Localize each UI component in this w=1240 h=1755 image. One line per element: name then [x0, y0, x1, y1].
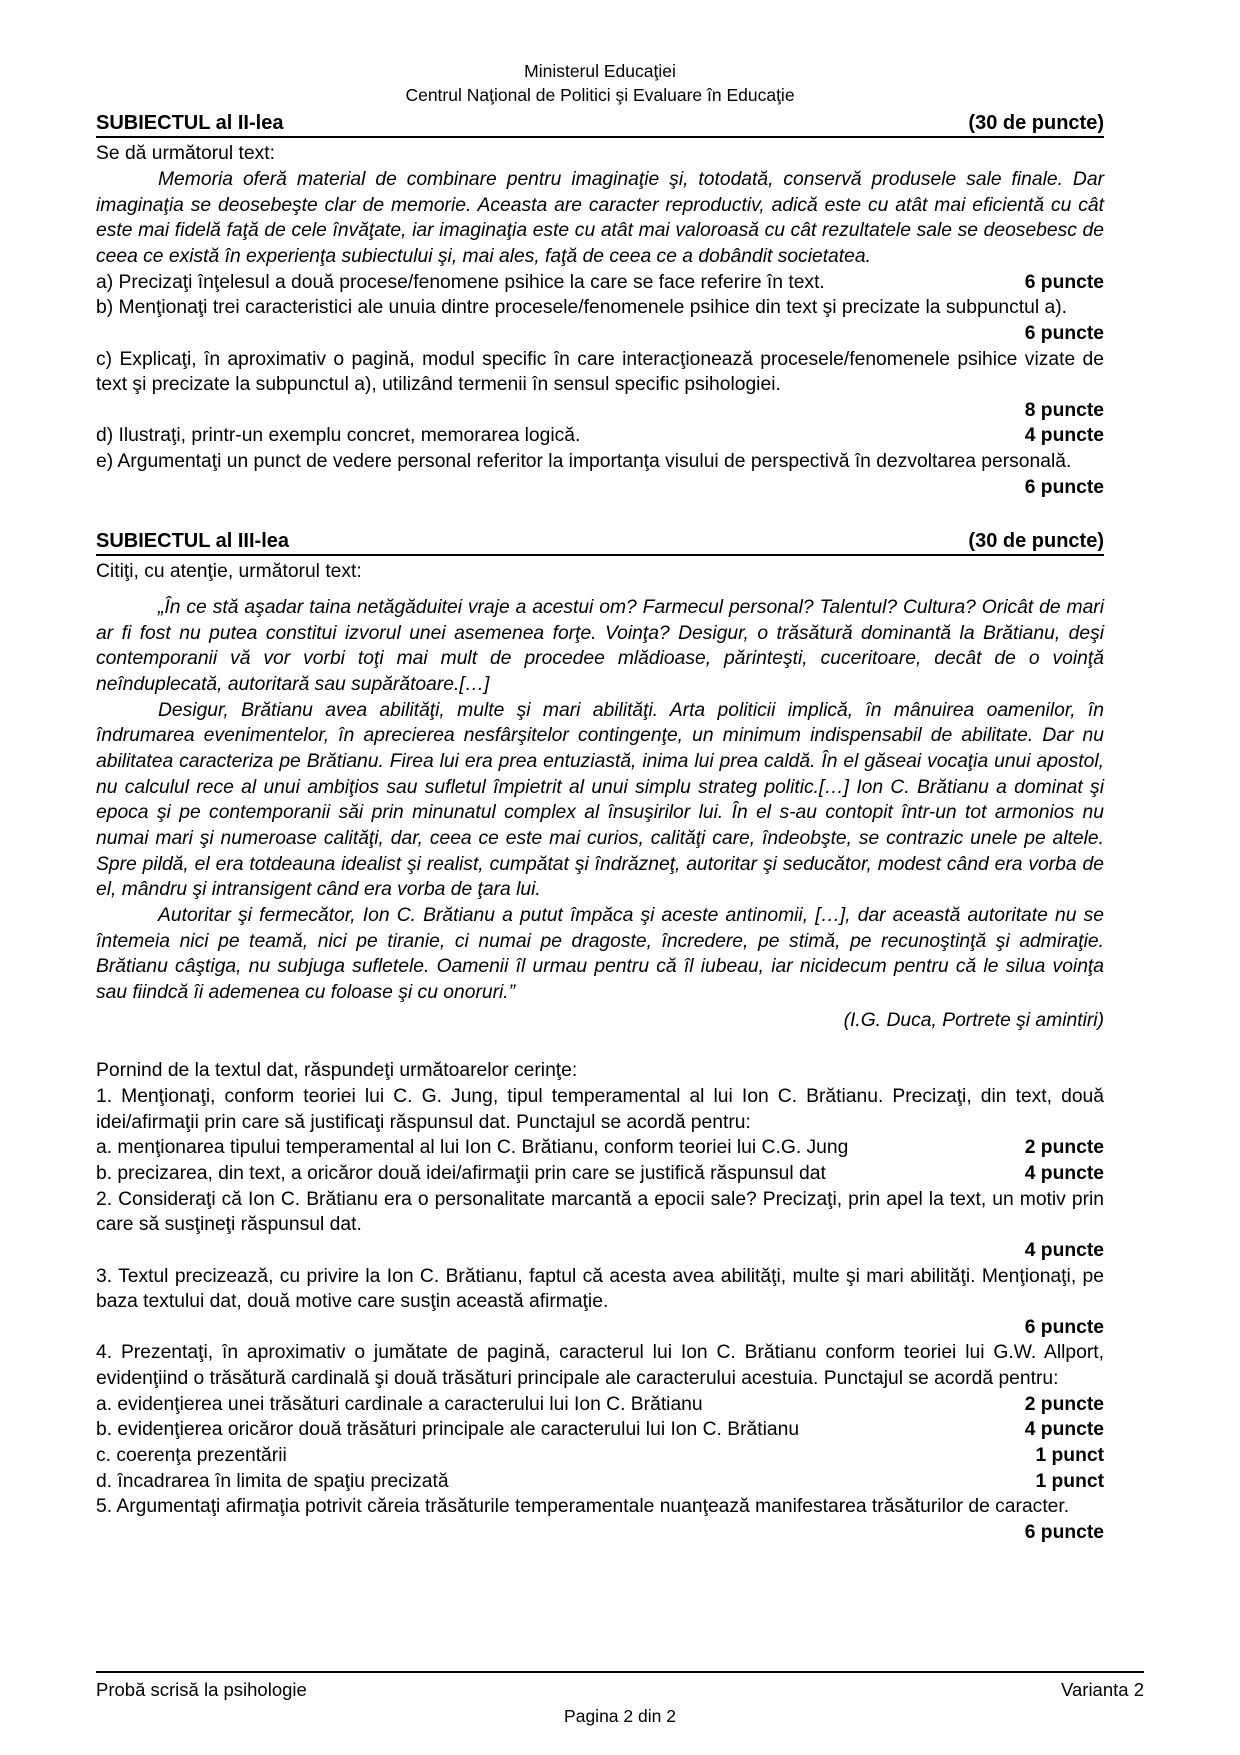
center-line: Centrul Naţional de Politici şi Evaluare în Educaţie — [405, 84, 795, 105]
requirement-1a-points: 2 puncte — [1024, 1137, 1104, 1159]
subject-2-item-d — [96, 423, 1104, 449]
requirement-1a-text: a. menţionarea tipului temperamental al lui Ion C. Brătianu, conform teoriei lui C.G. Jung — [96, 1137, 849, 1159]
subject-2-item-b-text: b) Menţionaţi trei caracteristici ale unuia dintre procesele/fenomenele psihice din text şi precizate la subpunctul a). — [96, 297, 1068, 319]
requirement-4d — [96, 1469, 1104, 1495]
requirement-4b-text: b. evidenţierea oricăror două trăsături principale ale caracterului lui Ion C. Brătianu — [96, 1419, 800, 1441]
spacer — [96, 585, 1104, 595]
subject-2-heading — [96, 112, 1104, 138]
spacer — [96, 1033, 1104, 1055]
requirement-3-points: 6 puncte — [1024, 1316, 1104, 1338]
requirement-1-text: 1. Menţionaţi, conform teoriei lui C. G. Jung, tipul temperamental al lui Ion C. Brătianu. Precizaţi, din text, două idei/afirmaţii prin care să justificaţi răspunsul dat. Punctajul se acordă pentru: — [96, 1085, 1104, 1133]
requirement-4d-points: 1 punct — [1035, 1470, 1104, 1492]
requirement-4a — [96, 1392, 1104, 1418]
document-header — [96, 60, 1104, 107]
subject-3-paragraph-2: Desigur, Brătianu avea abilităţi, multe şi mari abilităţi. Arta politicii implică, în mânuirea oamenilor, în îndrumarea evenimentelor, în aprecierea nesfârşitelor contingenţe, un minimum indispensabil de abilitate. Dar nu abilitatea caracteriza pe Brătianu. Firea lui era prea entuziastă, inima lui prea caldă. În el găseai vocaţia unui apostol, nu calculul rece al unui ambiţios sau sufletul împietrit al unui simplu strateg politic.[…] Ion C. Brătianu a dominat şi epoca şi pe contemporanii săi prin minunatul complex al însuşirilor lui. În el s-au contopit într-un tot armonios nu numai mari şi numeroase calităţi, dar, ceea ce este mai curios, calităţi care, îndeobşte, se contrazic unele pe altele. Spre pildă, el era totdeauna idealist şi realist, cumpătat şi îndrăzneţ, autoritar şi seducător, modest când era vorba de el, mândru şi intransigent când era vorba de ţara lui. — [96, 699, 1104, 901]
subject-2-item-b-points: 6 puncte — [1024, 322, 1104, 344]
requirement-1b — [96, 1161, 1104, 1187]
footer-subject: Probă scrisă la psihologie — [96, 1679, 307, 1700]
document-footer — [96, 1671, 1144, 1701]
subject-2-item-a — [96, 270, 1104, 296]
subject-3-prompt: Pornind de la textul dat, răspundeţi următoarelor cerinţe: — [96, 1060, 578, 1082]
subject-2-item-e-points: 6 puncte — [1024, 476, 1104, 498]
ministry-line: Ministerul Educaţiei — [524, 61, 676, 81]
subject-3-title: SUBIECTUL al III-lea — [96, 530, 290, 553]
subject-2-item-e-text: e) Argumentaţi un punct de vedere personal referitor la importanţa visului de perspectivă în dezvoltarea personală. — [96, 451, 1072, 473]
requirement-4b-points: 4 puncte — [1024, 1419, 1104, 1441]
requirement-2-points: 4 puncte — [1024, 1239, 1104, 1261]
subject-3-intro: Citiţi, cu atenţie, următorul text: — [96, 561, 362, 583]
subject-2-item-d-text: d) Ilustraţi, printr-un exemplu concret, memorarea logică. — [96, 425, 581, 447]
page-content — [96, 60, 1104, 1546]
requirement-1b-points: 4 puncte — [1024, 1162, 1104, 1184]
requirement-3-text: 3. Textul precizează, cu privire la Ion C. Brătianu, faptul că acesta avea abilităţi, multe şi mari abilităţi. Menţionaţi, pe baza textului dat, două motive care susţin această afirmaţie. — [96, 1265, 1104, 1313]
requirement-4a-text: a. evidenţierea unei trăsături cardinale a caracterului lui Ion C. Brătianu — [96, 1393, 703, 1415]
subject-2-item-c-text: c) Explicaţi, în aproximativ o pagină, modul specific în care interacţionează procesele/fenomenele psihice vizate de text şi precizate la subpunctul a), utilizând termenii în sensul specific psihologiei. — [96, 348, 1104, 396]
requirement-4b — [96, 1417, 1104, 1443]
subject-3-attribution: (I.G. Duca, Portrete şi amintiri) — [843, 1009, 1104, 1031]
requirement-4c — [96, 1443, 1104, 1469]
requirement-1b-text: b. precizarea, din text, a oricăror două idei/afirmaţii prin care se justifică răspunsul dat — [96, 1162, 826, 1184]
subject-3-paragraph-1: „În ce stă aşadar taina netăgăduitei vraje a acestui om? Farmecul personal? Talentul? Cultura? Oricât de mari ar fi fost nu putea constitui izvorul unei asemenea forţe. Voinţa? Desigur, o trăsătură dominantă la Brătianu, deşi contemporanii vă vor vorbi toţi mai mult de procedee mlădioase, părinteşti, cuceritoare, decât de o voinţă neînduplecată, autoritară sau supărătoare.[…] — [96, 597, 1104, 696]
subject-2-points: (30 de puncte) — [968, 112, 1104, 135]
subject-2-item-d-points: 4 puncte — [1024, 425, 1104, 447]
page-number: Pagina 2 din 2 — [564, 1706, 676, 1726]
requirement-4c-points: 1 punct — [1035, 1445, 1104, 1467]
subject-2-intro: Se dă următorul text: — [96, 143, 275, 165]
subject-3-paragraph-3: Autoritar şi fermecător, Ion C. Brătianu a putut împăca şi aceste antinomii, […], dar această autoritate nu se întemeia nici pe teamă, nici pe tiranie, ci numai pe dragoste, încredere, pe stimă, pe recunoştinţă şi admiraţie. Brătianu câştiga, nu subjuga sufletele. Oamenii îl urmau pentru că îl iubeau, iar nicidecum pentru că le silua voinţa sau fiindcă îi ademenea cu foloase şi cu onoruri.” — [96, 904, 1104, 1003]
subject-3-heading — [96, 530, 1104, 556]
subject-2-item-c-points: 8 puncte — [1024, 399, 1104, 421]
requirement-4a-points: 2 puncte — [1024, 1393, 1104, 1415]
requirement-1a — [96, 1135, 1104, 1161]
footer-variant: Varianta 2 — [1061, 1679, 1144, 1700]
requirement-2-text: 2. Consideraţi că Ion C. Brătianu era o personalitate marcantă a epocii sale? Precizaţi, prin apel la text, un motiv prin care să susţineţi răspunsul dat. — [96, 1188, 1104, 1236]
subject-3-points: (30 de puncte) — [968, 530, 1104, 553]
requirement-4c-text: c. coerenţa prezentării — [96, 1445, 287, 1467]
subject-2-item-a-points: 6 puncte — [1024, 271, 1104, 293]
requirement-4-text: 4. Prezentaţi, în aproximativ o jumătate de pagină, caracterul lui Ion C. Brătianu conform teoriei lui G.W. Allport, evidenţiind o trăsătură cardinală şi două trăsături principale ale caracterului acestuia. Punctajul se acordă pentru: — [96, 1342, 1104, 1390]
requirement-4d-text: d. încadrarea în limita de spaţiu precizată — [96, 1470, 449, 1492]
requirement-5-points: 6 puncte — [1024, 1522, 1104, 1544]
subject-2-title: SUBIECTUL al II-lea — [96, 112, 284, 135]
subject-2-item-a-text: a) Precizaţi înţelesul a două procese/fenomene psihice la care se face referire în text. — [96, 271, 825, 293]
subject-2-text: Memoria oferă material de combinare pentru imaginaţie şi, totodată, conservă produsele sale finale. Dar imaginaţia se deosebeşte clar de memorie. Aceasta are caracter reproductiv, adică este cu atât mai eficientă cu cât este mai fidelă faţă de cele învăţate, iar imaginaţia este cu atât mai valoroasă cu cât rezultatele sale se deosebesc de ceea ce există în experienţa subiectului şi, mai ales, faţă de ceea ce a dobândit societatea. — [96, 168, 1104, 267]
requirement-5-text: 5. Argumentaţi afirmaţia potrivit căreia trăsăturile temperamentale nuanţează manifestarea trăsăturilor de caracter. — [96, 1496, 1070, 1518]
